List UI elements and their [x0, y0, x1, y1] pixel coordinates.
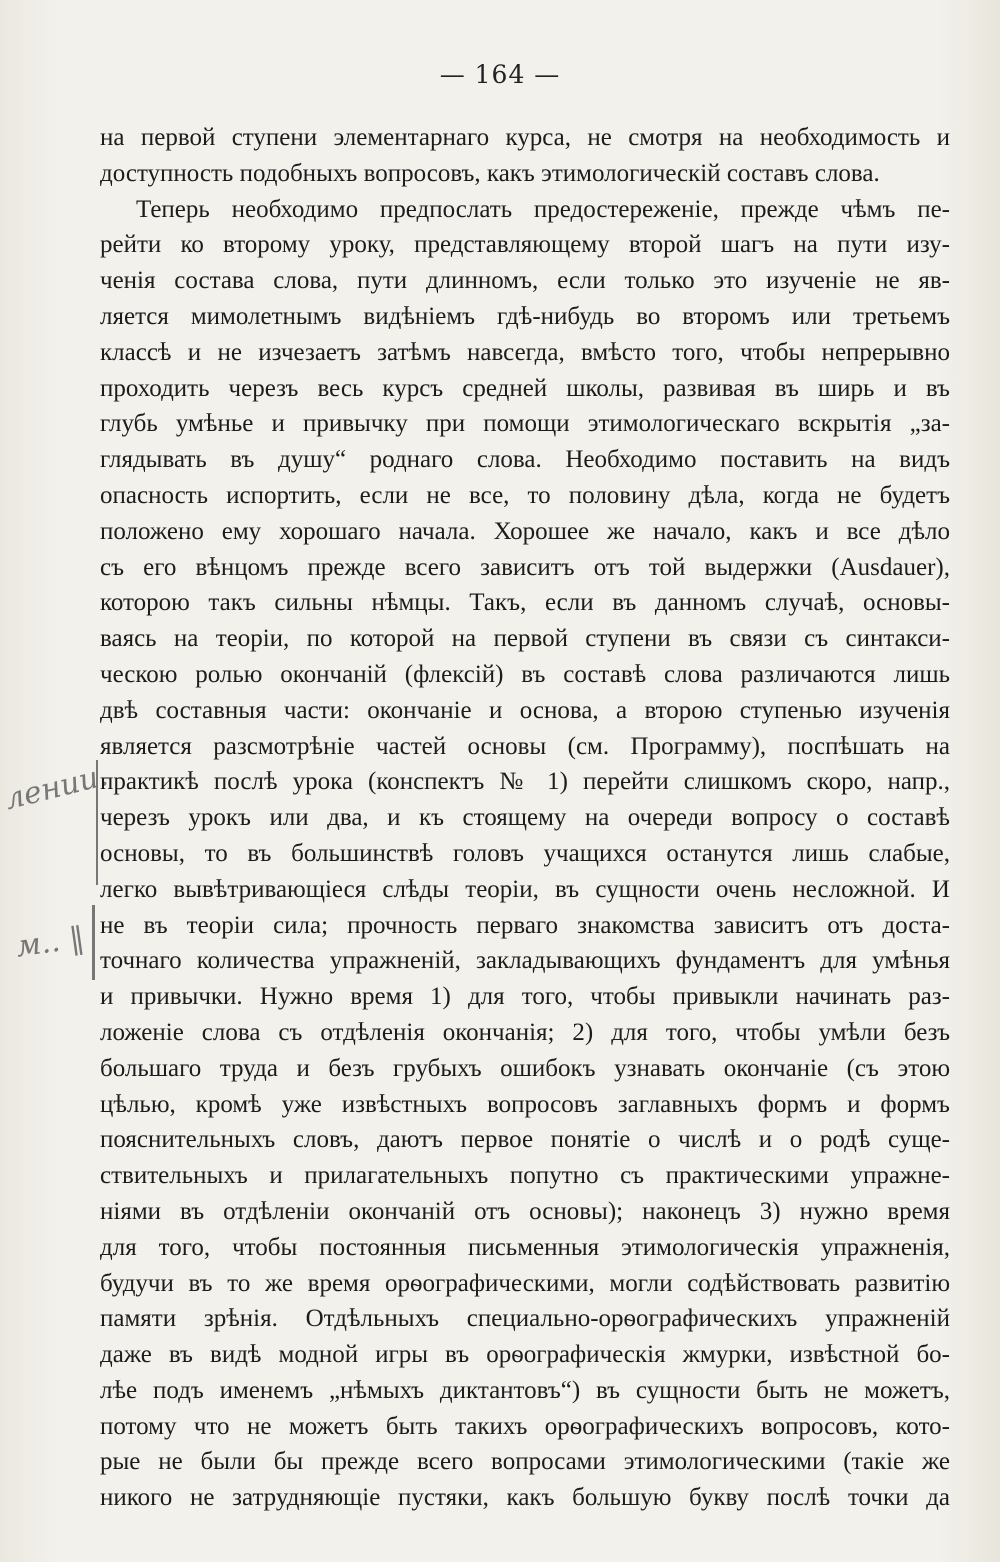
text-line: и привычки. Нужно время 1) для того, чтобы привыкли начинать раз-: [100, 983, 950, 1011]
text-line: большаго труда и безъ грубыхъ ошибокъ узнавать окончанiе (съ этою: [100, 1054, 950, 1082]
text-line: съ его вѣнцомъ прежде всего зависитъ отъ той выдержки (Ausdauer),: [100, 553, 950, 581]
margin-double-bar: [92, 905, 95, 980]
text-line: для того, чтобы постоянныя письменныя этимологическiя упражненiя,: [100, 1233, 950, 1261]
text-line: будучи въ то же время орѳографическими, могли содѣйствовать развитiю: [100, 1269, 950, 1297]
text-line: глядывать въ душу“ роднаго слова. Необходимо поставить на видъ: [100, 446, 950, 474]
text-line: легко вывѣтривающiеся слѣды теорiи, въ сущности очень несложной. И: [100, 875, 950, 903]
text-line: памяти зрѣнiя. Отдѣльныхъ специально-орѳографическихъ упражненiй: [100, 1305, 950, 1333]
text-line: является разсмотрѣнiе частей основы (см. Программу), поспѣшать на: [100, 732, 950, 760]
text-line: даже въ видѣ модной игры въ орѳографическiя жмурки, извѣстной бо-: [100, 1341, 950, 1369]
text-line: положено ему хорошаго начала. Хорошее же начало, какъ и все дѣло: [100, 517, 950, 545]
margin-note-lower: м.. ‖: [13, 920, 87, 965]
text-line: классѣ и не изчезаетъ затѣмъ навсегда, вмѣсто того, чтобы непрерывно: [100, 338, 950, 366]
text-line: точнаго количества упражненiй, закладывающихъ фундаментъ для умѣнья: [100, 947, 950, 975]
text-line: которою такъ сильны нѣмцы. Такъ, если въ данномъ случаѣ, основы-: [100, 589, 950, 617]
text-line: потому что не можетъ быть такихъ орѳографическихъ вопросовъ, кото-: [100, 1412, 950, 1440]
text-line: лѣе подъ именемъ „нѣмыхъ диктантовъ“) въ сущности быть не можетъ,: [100, 1376, 950, 1404]
text-line: Теперь необходимо предпослать предостереженiе, прежде чѣмъ пе-: [136, 195, 950, 223]
text-line: черезъ урокъ или два, и къ стоящему на очереди вопросу о составѣ: [100, 804, 950, 832]
text-line: ченiя состава слова, пути длинномъ, если только это изученiе не яв-: [100, 267, 950, 295]
text-line: ствительныхъ и прилагательныхъ попутно съ практическими упражне-: [100, 1162, 950, 1190]
text-line: ческою ролью окончанiй (флексiй) въ составѣ слова различаются лишь: [100, 660, 950, 688]
text-line: не въ теорiи сила; прочность перваго знакомства зависитъ отъ доста-: [100, 911, 950, 939]
margin-note-upper: лении.: [1, 757, 112, 818]
text-line: практикѣ послѣ урока (конспектъ № 1) перейти слишкомъ скоро, напр.,: [100, 768, 950, 796]
text-line: доступность подобныхъ вопросовъ, какъ этимологическiй составъ слова.: [100, 159, 880, 187]
text-line: ваясь на теорiи, по которой на первой ступени въ связи съ синтакси-: [100, 625, 950, 653]
text-line: на первой ступени элементарнаго курса, не смотря на необходимость и: [100, 124, 950, 151]
text-line: опасность испортить, если не все, то половину дѣла, когда не будетъ: [100, 481, 950, 509]
text-line: двѣ составныя части: окончанiе и основа, а второю ступенью изученiя: [100, 696, 950, 724]
text-line: основы, то въ большинствѣ головъ учащихся останутся лишь слабые,: [100, 839, 950, 867]
text-line: рые не были бы прежде всего вопросами этимологическими (такiе же: [100, 1448, 950, 1476]
body-text: [100, 120, 950, 1516]
page-number: — 164 —: [439, 60, 561, 89]
text-line: пояснительныхъ словъ, даютъ первое понятiе о числѣ и о родѣ суще-: [100, 1126, 950, 1154]
text-line: рейти ко второму уроку, представляющему второй шагъ на пути изу-: [100, 231, 950, 259]
text-line: никого не затрудняющiе пустяки, какъ большую букву послѣ точки да: [100, 1484, 950, 1512]
text-line: цѣлью, кромѣ уже извѣстныхъ вопросовъ заглавныхъ формъ и формъ: [100, 1090, 950, 1118]
text-line: глубь умѣнье и привычку при помощи этимологическаго вскрытiя „за-: [100, 410, 950, 438]
text-line: нiями въ отдѣленiи окончанiй отъ основы); наконецъ 3) нужно время: [100, 1197, 950, 1225]
text-line: ложенiе слова съ отдѣленiя окончанiя; 2) для того, чтобы умѣли безъ: [100, 1018, 950, 1046]
text-line: проходить черезъ весь курсъ средней школы, развивая въ ширь и въ: [100, 374, 950, 402]
text-line: ляется мимолетнымъ видѣнiемъ гдѣ-нибудь во второмъ или третьемъ: [100, 302, 950, 330]
